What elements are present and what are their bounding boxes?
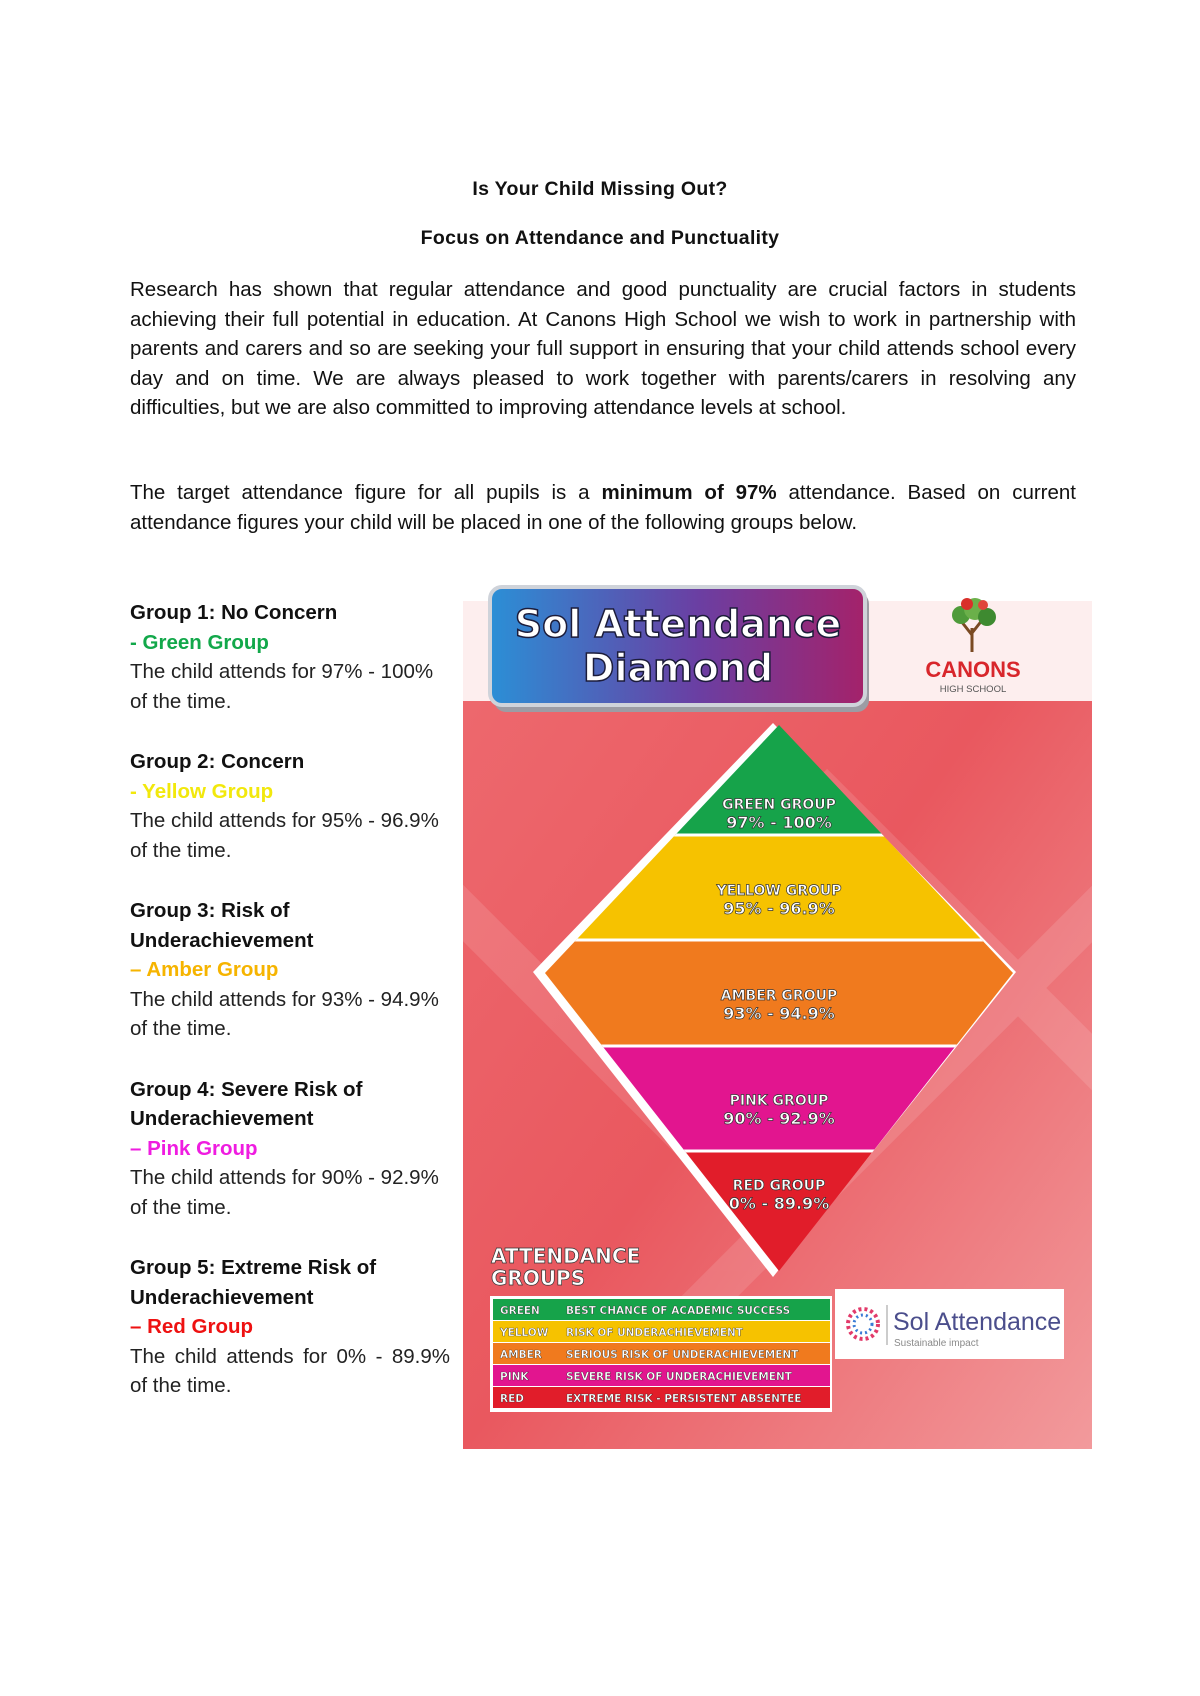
diamond-yellow-name: YELLOW GROUP: [716, 883, 842, 899]
legend-key: AMBER: [500, 1349, 542, 1361]
group-item: [130, 1075, 450, 1223]
page-title: Is Your Child Missing Out?: [472, 178, 728, 200]
diamond-pink-name: PINK GROUP: [729, 1093, 829, 1109]
group-color-label: – Amber Group: [130, 958, 279, 981]
sol-attendance-brand: [835, 1289, 1064, 1359]
group-heading: Group 3: Risk of Underachievement: [130, 899, 314, 952]
group-heading: Group 5: Extreme Risk of Underachievement: [130, 1256, 377, 1309]
diamond-red-name: RED GROUP: [732, 1178, 826, 1194]
legend-title-line2: GROUPS: [491, 1266, 586, 1290]
legend-key: GREEN: [500, 1305, 540, 1317]
legend-text: BEST CHANCE OF ACADEMIC SUCCESS: [566, 1305, 791, 1317]
group-description: The child attends for 93% - 94.9% of the time.: [130, 987, 439, 1040]
legend-title-line1: ATTENDANCE: [491, 1244, 641, 1268]
group-list: [130, 598, 450, 1432]
diamond-pink-range: 90% - 92.9%: [723, 1109, 835, 1128]
legend-key: YELLOW: [500, 1327, 549, 1339]
group-item: [130, 598, 450, 716]
diamond-amber-range: 93% - 94.9%: [723, 1004, 835, 1023]
group-color-label: – Pink Group: [130, 1136, 258, 1160]
tree-fruit: [978, 600, 988, 610]
group-color-label: – Red Group: [130, 1315, 254, 1338]
legend-text: SEVERE RISK OF UNDERACHIEVEMENT: [566, 1371, 792, 1383]
group-description: The child attends for 90% - 92.9% of the time.: [130, 1166, 439, 1219]
target-text-after: attendance. Based on current attendance figures your child will be placed in one of the following groups below.: [130, 481, 1076, 534]
diamond-green-range: 97% - 100%: [726, 813, 832, 832]
diamond-amber-name: AMBER GROUP: [720, 988, 838, 1004]
group-item: [130, 1253, 450, 1401]
group-item: [130, 747, 450, 865]
brand-name: Sol Attendance: [893, 1308, 1062, 1336]
group-item: [130, 896, 450, 1044]
school-subname: HIGH SCHOOL: [939, 684, 1007, 695]
legend-key: PINK: [500, 1371, 529, 1383]
diamond-green-name: GREEN GROUP: [722, 797, 836, 813]
diamond-yellow-range: 95% - 96.9%: [723, 899, 835, 918]
brand-tagline: Sustainable impact: [894, 1338, 979, 1349]
poster-title-line2: Diamond: [582, 646, 774, 690]
legend-text: RISK OF UNDERACHIEVEMENT: [566, 1327, 743, 1339]
group-description: The child attends for 95% - 96.9% of the time.: [130, 809, 439, 862]
intro-paragraph: Research has shown that regular attendance and good punctuality are crucial factors in students achieving their full potential in education. At Canons High School we wish to work in partnership with parents and carers and so are seeking your full support in ensuring that your child attends school every day and on time. We are always pleased to work together with parents/carers in resolving any difficulties, but we are also committed to improving attendance levels at school.: [130, 278, 1076, 419]
tree-fruit: [961, 598, 973, 610]
attendance-diamond-poster: [463, 563, 1092, 1449]
tree-leaves: [978, 608, 996, 626]
target-text-before: The target attendance figure for all pupils is a: [130, 481, 602, 504]
group-description: The child attends for 0% - 89.9% of the time.: [130, 1344, 450, 1397]
target-minimum: minimum of 97%: [601, 481, 777, 504]
page-subtitle: Focus on Attendance and Punctuality: [420, 227, 780, 249]
school-name: CANONS: [925, 657, 1021, 682]
poster-title-line1: Sol Attendance: [514, 602, 842, 646]
diamond-red-range: 0% - 89.9%: [728, 1194, 830, 1213]
legend-text: SERIOUS RISK OF UNDERACHIEVEMENT: [566, 1349, 799, 1361]
group-heading: Group 1: No Concern: [130, 601, 338, 624]
group-color-label: - Yellow Group: [130, 779, 274, 803]
group-color-label: - Green Group: [130, 630, 269, 654]
legend-key: RED: [500, 1393, 524, 1405]
group-heading: Group 4: Severe Risk of Underachievement: [130, 1077, 363, 1130]
legend-text: EXTREME RISK - PERSISTENT ABSENTEE: [566, 1393, 802, 1405]
group-heading: Group 2: Concern: [130, 750, 305, 773]
target-paragraph: [130, 478, 1076, 537]
group-description: The child attends for 97% - 100% of the time.: [130, 660, 434, 713]
